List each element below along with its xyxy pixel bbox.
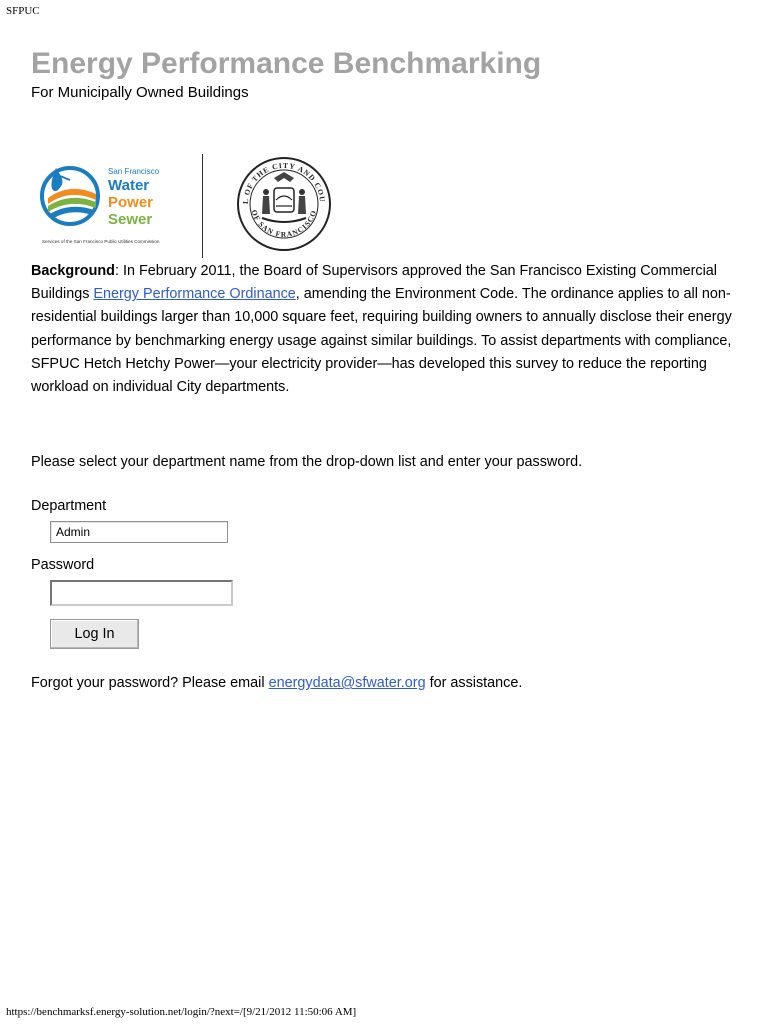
print-footer: https://benchmarksf.energy-solution.net/login/?next=/[9/21/2012 11:50:06 AM] (6, 1006, 357, 1018)
ordinance-link[interactable]: Energy Performance Ordinance (93, 286, 296, 303)
page-subtitle: For Municipally Owned Buildings (31, 84, 249, 101)
sfpuc-logo-tagline: Services of the San Francisco Public Utilities Commission (42, 239, 160, 244)
sfpuc-logo-sewer: Sewer (108, 211, 153, 228)
seal-top-text: L OF THE CITY AND COU (240, 160, 328, 205)
logo-divider (202, 154, 203, 258)
print-header: SFPUC (6, 5, 40, 17)
department-select[interactable]: Admin (50, 521, 228, 543)
city-seal-logo (218, 156, 350, 252)
background-text-1: : In February 2011, the Board of Supervisors approved the San Francisco Existing Commercial Buildings (31, 263, 717, 303)
sfpuc-logo-power: Power (108, 194, 154, 211)
forgot-text-2: for assistance. (425, 675, 523, 691)
sfpuc-logo-water: Water (108, 177, 150, 194)
forgot-text-1: Forgot your password? Please email (31, 675, 269, 691)
background-text-2: , amending the Environment Code. The ordinance applies to all non-residential buildings larger than 10,000 square feet, requiring building owners to annually disclose their energy performance by benchmarking energy usage against similar buildings. To assist departments with compliance, SFPUC Hetch Hetchy Power—your electricity provider—has developed this survey to reduce the reporting workload on individual City departments. (31, 286, 732, 396)
sfpuc-logo-line1: San Francisco (108, 167, 160, 176)
department-label: Department (31, 498, 107, 514)
password-label: Password (31, 557, 95, 573)
password-input[interactable] (50, 580, 233, 606)
background-paragraph (31, 260, 743, 399)
water-drop-icon (42, 168, 98, 224)
seal-bottom-text: OF SAN FRANCISCO (249, 208, 319, 239)
support-email-link[interactable]: energydata@sfwater.org (268, 675, 426, 691)
login-button[interactable]: Log In (50, 619, 139, 649)
form-instruction: Please select your department name from the drop-down list and enter your password. (31, 454, 583, 470)
background-lead: Background (31, 263, 115, 279)
page-title: Energy Performance Benchmarking (31, 47, 542, 80)
forgot-password-text (31, 675, 522, 691)
sfpuc-logo (36, 158, 186, 248)
